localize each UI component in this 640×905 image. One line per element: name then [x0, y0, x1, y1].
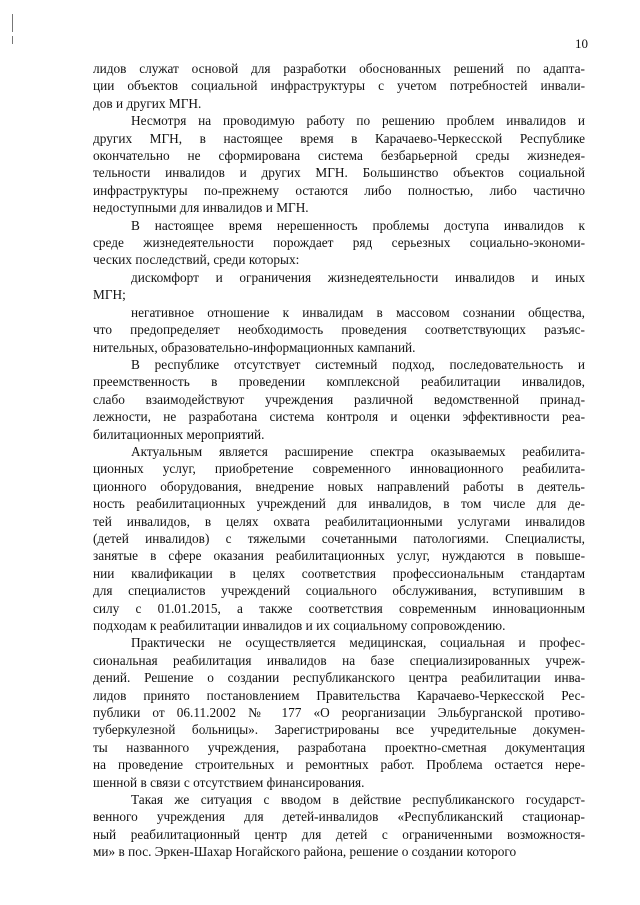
text-line: Практически не осуществляется медицинская, социальная и профес- — [131, 635, 585, 651]
text-line: ный реабилитационный центр для детей с ограниченными возможностя- — [93, 826, 585, 842]
paragraph — [93, 443, 585, 634]
scan-margin-mark — [12, 14, 13, 32]
text-line: инфраструктуры по-прежнему остаются либо полностью, либо частично — [93, 182, 585, 198]
text-line: публики от 06.11.2002 № 177 «О реорганизации Эльбурганской противо- — [93, 705, 585, 721]
document-body — [93, 60, 585, 861]
text-line: лидов принято постановлением Правительства Карачаево-Черкесской Рес- — [93, 687, 585, 703]
scan-margin-mark — [12, 36, 13, 44]
text-line: В настоящее время нерешенность проблемы доступа инвалидов к — [131, 217, 585, 233]
paragraph — [93, 304, 585, 356]
text-line: ческих последствий, среди которых: — [93, 252, 300, 268]
paragraph — [93, 217, 585, 269]
text-line: преемственность в проведении комплексной реабилитации инвалидов, — [93, 374, 585, 390]
text-line: недоступными для инвалидов и МГН. — [93, 200, 309, 216]
text-line: ми» в пос. Эркен-Шахар Ногайского района, решение о создании которого — [93, 844, 517, 860]
text-line: ционного оборудования, внедрение новых направлений работы в деятель- — [93, 478, 585, 494]
text-line: дов и других МГН. — [93, 95, 202, 111]
text-line: Такая же ситуация с вводом в действие республиканского государст- — [131, 792, 585, 808]
text-line: на проведение строительных и ремонтных работ. Проблема остается нере- — [93, 757, 585, 773]
text-line: венного учреждения для детей-инвалидов «Республиканский стационар- — [93, 809, 585, 825]
paragraph — [93, 60, 585, 112]
paragraph — [93, 269, 585, 304]
text-line: дений. Решение о создании республиканского центра реабилитации инва- — [93, 670, 585, 686]
text-line: лидов служат основой для разработки обоснованных решений по адапта- — [93, 61, 585, 76]
text-line: что предопределяет необходимость проведения соответствующих разъяс- — [93, 322, 585, 338]
text-line: (детей инвалидов) с тяжелыми сочетанными патологиями. Специалисты, — [93, 530, 585, 546]
text-line: слабо взаимодействуют учреждения различной ведомственной принад- — [93, 391, 585, 407]
text-line: ты названного учреждения, разработана проектно-сметная документация — [93, 739, 585, 755]
text-line: для специалистов учреждений социального обслуживания, вступившим в — [93, 583, 585, 599]
text-line: тей инвалидов, в целях охвата реабилитационными услугами инвалидов — [93, 513, 585, 529]
text-line: дискомфорт и ограничения жизнедеятельности инвалидов и иных — [131, 269, 585, 285]
text-line: негативное отношение к инвалидам в массовом сознании общества, — [131, 304, 585, 320]
text-line: туберкулезной больницы». Зарегистрированы все учредительные докумен- — [93, 722, 585, 738]
text-line: силу с 01.01.2015, а также соответствия современным инновационным — [93, 600, 585, 616]
text-line: подходам к реабилитации инвалидов и их социальному сопровождению. — [93, 618, 506, 633]
page-number: 10 — [575, 36, 588, 51]
text-line: нии квалификации в целях соответствия профессиональным стандартам — [93, 565, 585, 581]
paragraph — [93, 791, 585, 861]
text-line: других МГН, в настоящее время в Карачаево-Черкесской Республике — [93, 130, 585, 146]
text-line: лежности, не разработана система контроля и оценки эффективности реа- — [93, 409, 585, 425]
text-line: В республике отсутствует системный подход, последовательность и — [131, 356, 585, 372]
text-line: ность реабилитационных учреждений для инвалидов, в том числе для де- — [93, 496, 585, 512]
text-line: Несмотря на проводимую работу по решению проблем инвалидов и — [131, 113, 585, 129]
text-line: окончательно не сформирована система безбарьерной среды жизнедея- — [93, 148, 585, 164]
text-line: тельности инвалидов и других МГН. Большинство объектов социальной — [93, 165, 585, 181]
text-line: Актуальным является расширение спектра оказываемых реабилита- — [131, 443, 585, 459]
text-line: ции объектов социальной инфраструктуры с учетом потребностей инвали- — [93, 78, 585, 94]
text-line: ционных услуг, приобретение современного инновационного реабилита- — [93, 461, 585, 477]
paragraph — [93, 634, 585, 791]
text-line: сиональная реабилитация инвалидов на базе специализированных учреж- — [93, 652, 585, 668]
text-line: нительных, образовательно-информационных кампаний. — [93, 339, 416, 355]
paragraph — [93, 356, 585, 443]
text-line: занятые в сфере оказания реабилитационных услуг, нуждаются в повыше- — [93, 548, 585, 564]
text-line: билитационных мероприятий. — [93, 426, 265, 442]
text-line: среде жизнедеятельности порождает ряд серьезных социально-экономи- — [93, 235, 585, 251]
paragraph — [93, 112, 585, 216]
text-line: шенной в связи с отсутствием финансирования. — [93, 774, 365, 790]
text-line: МГН; — [93, 287, 126, 303]
